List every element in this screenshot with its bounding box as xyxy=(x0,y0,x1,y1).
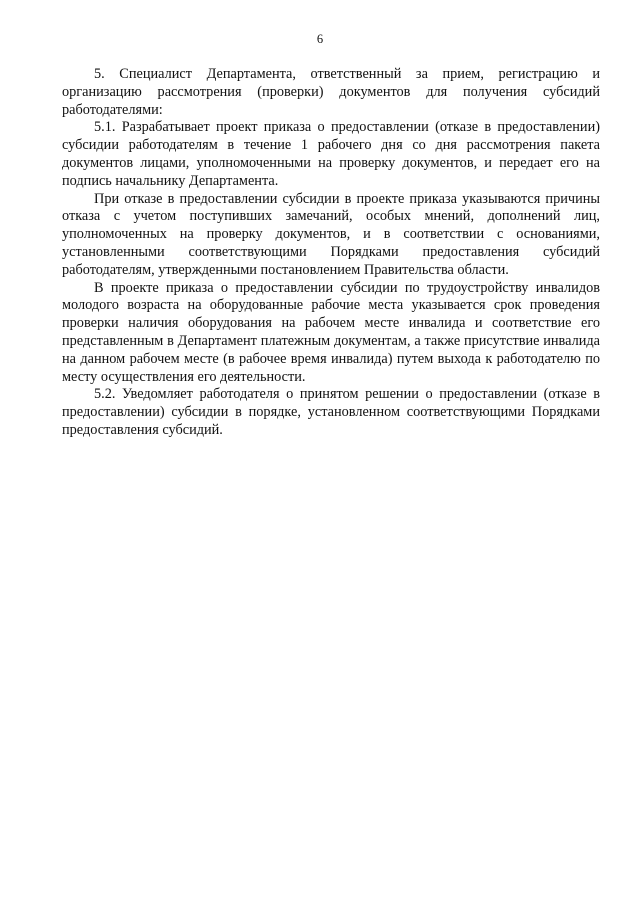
paragraph-5-2-notify-employer: 5.2. Уведомляет работодателя о принятом решении о предоставлении (отказе в предоставлении) субсидии в порядке, установленном соответствующими Порядками предоставления субсидий. xyxy=(62,386,600,438)
paragraph-5-specialist: 5. Специалист Департамента, ответственный за прием, регистрацию и организацию рассмотрения (проверки) документов для получения субсидий работодателями: xyxy=(62,66,600,118)
paragraph-5-1-draft-order: 5.1. Разрабатывает проект приказа о предоставлении (отказе в предоставлении) субсидии работодателям в течение 1 рабочего дня со дня рассмотрения пакета документов лицами, уполномоченными на проверку документов, и передает его на подпись начальнику Департамента. xyxy=(62,119,600,189)
page-number: 6 xyxy=(316,32,324,46)
paragraph-disabled-youth-inspection: В проекте приказа о предоставлении субсидии по трудоустройству инвалидов молодого возраста на оборудованные рабочие места указывается срок проведения проверки наличия оборудования на рабочем месте инвалида и соответствие его представленным в Департамент платежным документам, а также присутствие инвалида на данном рабочем месте (в рабочее время инвалида) путем выхода к работодателю по месту осуществления его деятельности. xyxy=(62,279,600,385)
document-body xyxy=(62,66,600,440)
paragraph-refusal-reasons: При отказе в предоставлении субсидии в проекте приказа указываются причины отказа с учетом поступивших замечаний, особых мнений, дополнений лиц, уполномоченных на проверку документов, и в соответствии с основаниями, установленными соответствующими Порядками предоставления субсидий работодателям, утвержденными постановлением Правительства области. xyxy=(62,190,600,278)
